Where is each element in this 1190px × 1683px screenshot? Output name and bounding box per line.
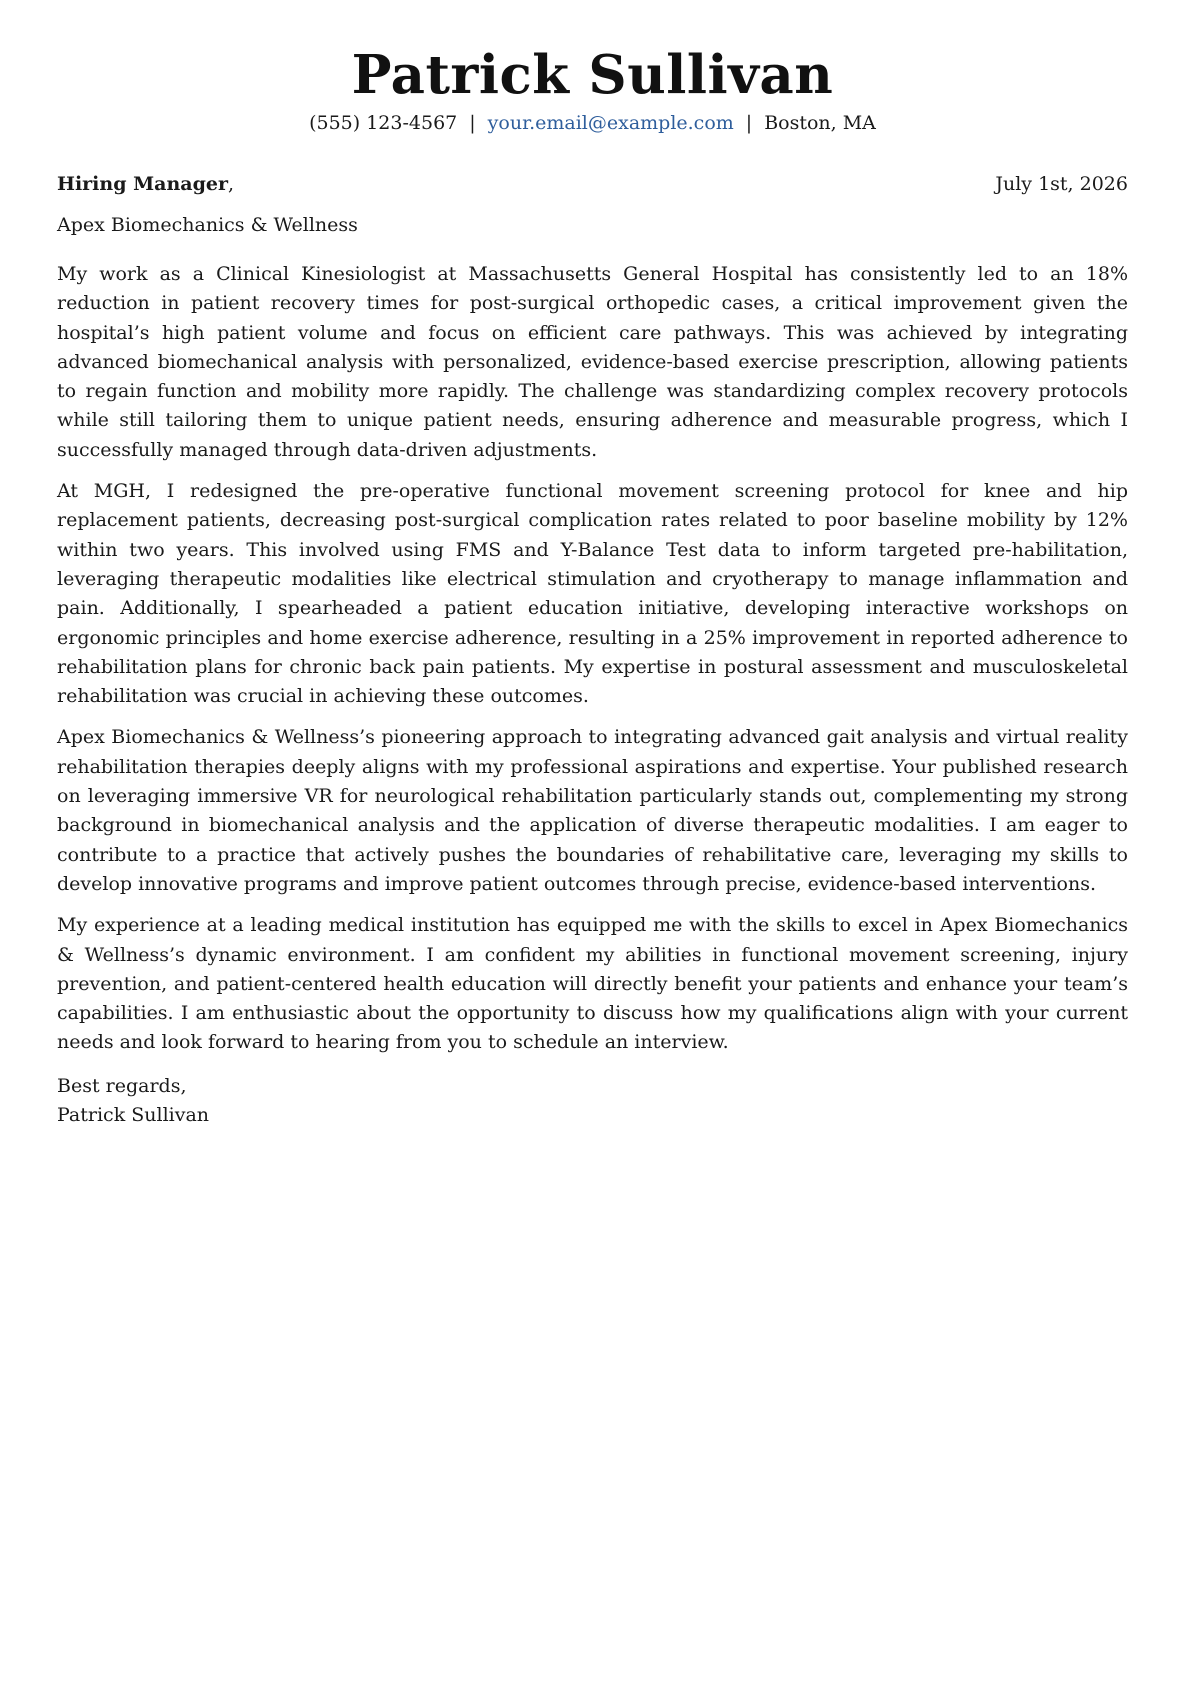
location: Boston, MA bbox=[764, 112, 876, 134]
closing-salutation: Best regards, bbox=[57, 1074, 187, 1097]
body-paragraph-1: My work as a Clinical Kinesiologist at Massachusetts General Hospital has consistently led to an 18% reduction in patient recovery times for post-surgical orthopedic cases, a critical improvement given the hospital’s high patient volume and focus on efficient care pathways. This was achieved by integrating advanced biomechanical analysis with personalized, evidence-based exercise prescription, allowing patients to regain function and mobility more rapidly. The challenge was standardizing complex recovery protocols while still tailoring them to unique patient needs, ensuring adherence and measurable progress, which I successfully managed through data-driven adjustments. bbox=[57, 263, 1128, 461]
letter-closing bbox=[57, 1072, 1128, 1131]
recipient-name: Hiring Manager bbox=[57, 173, 228, 195]
recipient-salutation bbox=[57, 171, 234, 197]
body-paragraph-3: Apex Biomechanics & Wellness’s pioneering approach to integrating advanced gait analysis and virtual reality rehabilitation therapies deeply aligns with my professional aspirations and expertise. Your published research on leveraging immersive VR for neurological rehabilitation particularly stands out, complementing my strong background in biomechanical analysis and the application of diverse therapeutic modalities. I am eager to contribute to a practice that actively pushes the boundaries of rehabilitative care, leveraging my skills to develop innovative programs and improve patient outcomes through precise, evidence-based interventions. bbox=[57, 726, 1128, 895]
body-paragraph-2: At MGH, I redesigned the pre-operative functional movement screening protocol for knee and hip replacement patients, decreasing post-surgical complication rates related to poor baseline mobility by 12% within two years. This involved using FMS and Y-Balance Test data to inform targeted pre-habilitation, leveraging therapeutic modalities like electrical stimulation and cryotherapy to manage inflammation and pain. Additionally, I spearheaded a patient education initiative, developing interactive workshops on ergonomic principles and home exercise adherence, resulting in a 25% improvement in reported adherence to rehabilitation plans for chronic back pain patients. My expertise in postural assessment and musculoskeletal rehabilitation was crucial in achieving these outcomes. bbox=[57, 480, 1128, 708]
contact-separator: | bbox=[469, 112, 476, 134]
closing-signature: Patrick Sullivan bbox=[57, 1104, 210, 1127]
applicant-name: Patrick Sullivan bbox=[351, 44, 834, 106]
contact-separator: | bbox=[745, 112, 753, 134]
recipient-name-suffix: , bbox=[227, 173, 235, 195]
letter-body bbox=[57, 260, 1128, 1058]
contact-line bbox=[57, 110, 1128, 136]
letter-date: July 1st, 2026 bbox=[995, 173, 1128, 195]
cover-letter-page bbox=[57, 0, 1128, 1130]
body-paragraph-4: My experience at a leading medical institution has equipped me with the skills to excel in Apex Biomechanics & Wellness’s dynamic environment. I am confident my abilities in functional movement screening, injury prevention, and patient-centered health education will directly benefit your patients and enhance your team’s capabilities. I am enthusiastic about the opportunity to discuss how my qualifications align with your current needs and look forward to hearing from you to schedule an interview. bbox=[57, 914, 1128, 1054]
recipient-row bbox=[57, 171, 1128, 197]
email-link[interactable]: your.email@example.com bbox=[487, 112, 734, 134]
recipient-company: Apex Biomechanics & Wellness bbox=[57, 214, 358, 236]
phone-number: (555) 123-4567 bbox=[309, 112, 458, 134]
